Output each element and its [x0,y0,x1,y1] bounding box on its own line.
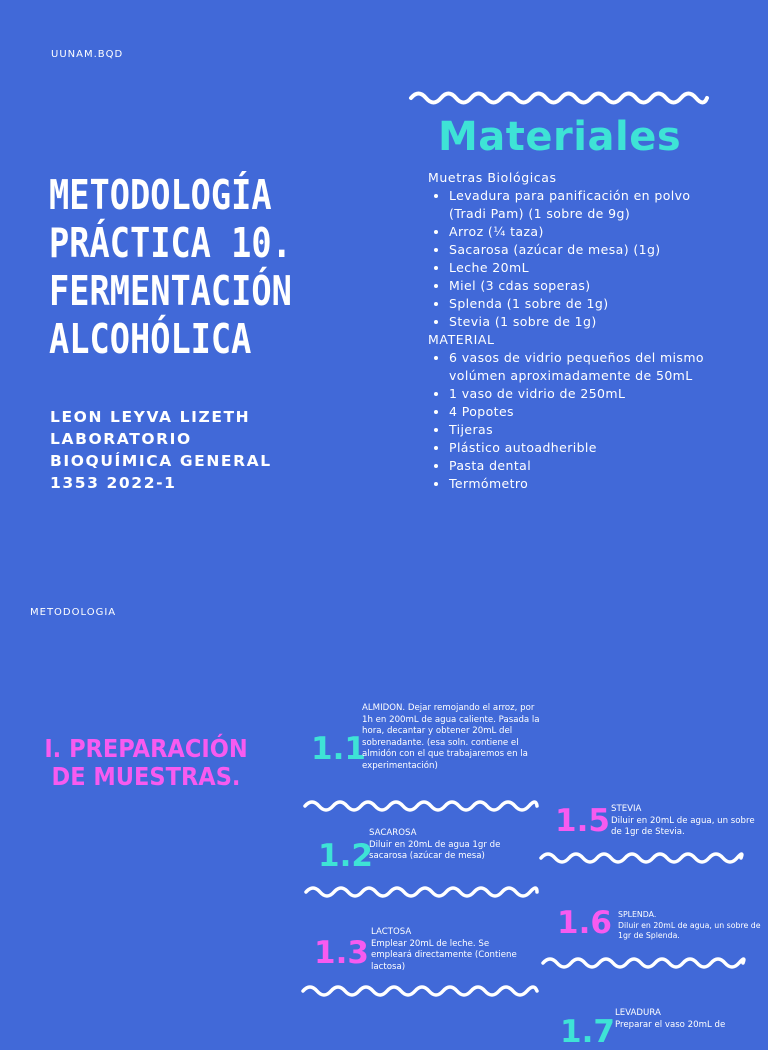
list-item: • Pasta dental [449,457,728,475]
prep-title-line: I. PREPARACIÓN [44,734,248,763]
list-item: • Plástico autoadherible [449,439,728,457]
list-item: • Leche 20mL [449,259,728,277]
list-item: • Splenda (1 sobre de 1g) [449,295,728,313]
bio-list [428,187,728,331]
wave-divider [300,983,540,999]
step-number: 1.6 [557,905,612,941]
bio-header: Muetras Biológicas [428,170,557,185]
list-item: • 6 vasos de vidrio pequeños del mismo volúmen aproximadamente de 50mL [449,349,728,385]
step-block [615,1008,765,1031]
step-block [618,910,766,942]
material-list [428,349,728,493]
step-block [369,828,511,863]
list-item: • Arroz (¼ taza) [449,223,728,241]
prep-title-line: DE MUESTRAS. [51,762,241,791]
author-line: 1353 2022-1 [50,474,177,492]
list-item: • Stevia (1 sobre de 1g) [449,313,728,331]
brand-label: UUNAM.BQD [51,49,124,60]
author-line: LEON LEYVA LIZETH [50,408,251,426]
list-item: • Miel (3 cdas soperas) [449,277,728,295]
list-item: • Termómetro [449,475,728,493]
step-number: 1.7 [560,1014,615,1050]
step-number: 1.5 [555,803,610,839]
document-title [49,171,320,363]
step-text: Diluir en 20mL de agua 1gr de sacarosa (azúcar de mesa) [369,839,501,862]
author-block [50,406,272,494]
material-header: MATERIAL [428,332,495,347]
section-label: METODOLOGIA [30,607,117,618]
author-line: BIOQUÍMICA GENERAL [50,452,272,470]
step-number: 1.1 [311,731,366,767]
list-item: • Tijeras [449,421,728,439]
title-line: PRÁCTICA 10. [49,219,292,267]
wave-divider-top [408,89,710,107]
step-text: Diluir en 20mL de agua, un sobre de 1gr de Stevia. [611,815,755,838]
list-item: • Sacarosa (azúcar de mesa) (1g) [449,241,728,259]
list-item: • 1 vaso de vidrio de 250mL [449,385,728,403]
step-title: LEVADURA [615,1008,661,1018]
step-title: STEVIA [611,804,642,814]
step-text: Emplear 20mL de leche. Se empleará directamente (Contiene lactosa) [371,938,517,972]
wave-divider [538,850,744,866]
title-line: METODOLOGÍA [49,171,272,219]
step-text: ALMIDON. Dejar remojando el arroz, por 1h en 200mL de agua caliente. Pasada la hora, decantar y obtener 20mL del sobrenadante. (esa soln. contiene el almidón con el que trabajaremos en la experimentación) [362,703,540,771]
author-line: LABORATORIO [50,430,192,448]
step-block [611,804,756,839]
step-title: LACTOSA [371,927,412,937]
list-item: • 4 Popotes [449,403,728,421]
wave-divider [540,955,746,971]
step-text: Diluir en 20mL de agua, un sobre de 1gr de Splenda. [618,920,761,940]
step-title: SACAROSA [369,828,417,838]
list-item: • Levadura para panificación en polvo (Tradi Pam) (1 sobre de 9g) [449,187,728,223]
wave-divider [303,884,540,900]
step-number: 1.3 [314,935,369,971]
step-title: SPLENDA. [618,910,657,919]
step-block [371,927,521,973]
materials-list [428,169,728,493]
wave-divider [302,798,540,814]
title-line: ALCOHÓLICA [49,315,252,363]
step-number: 1.2 [318,838,373,874]
preparation-title [38,735,254,791]
title-line: FERMENTACIÓN [49,267,292,315]
step-text: Preparar el vaso 20mL de [615,1019,726,1030]
materials-title: Materiales [438,114,682,160]
